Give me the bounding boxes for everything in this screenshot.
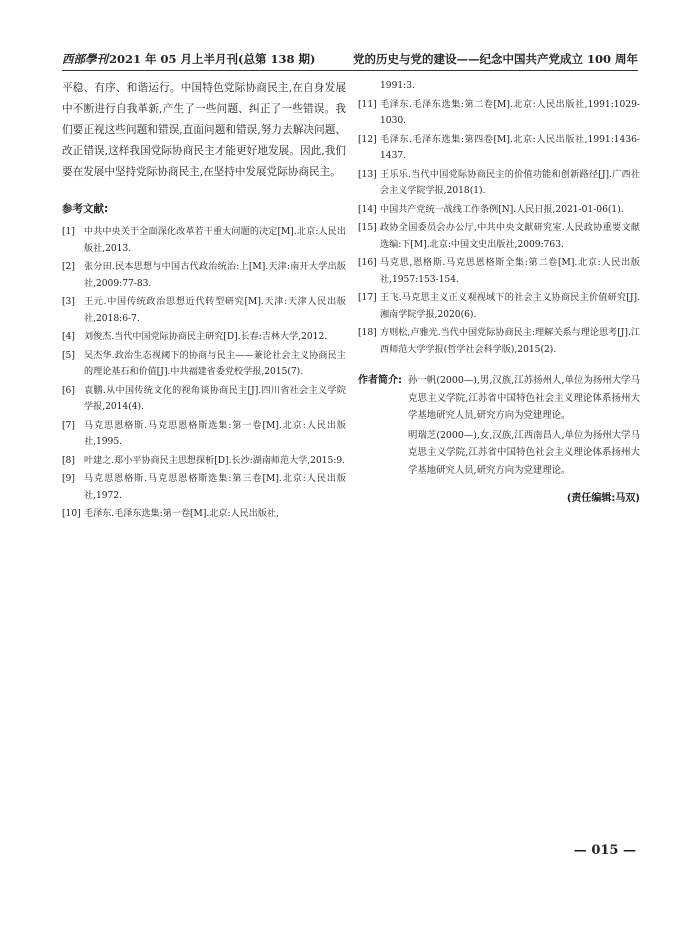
- references-list-left: [62, 224, 346, 523]
- reference-text: 毛泽东.毛泽东选集:第四卷[M].北京:人民出版社,1991:1436-1437.: [380, 134, 640, 161]
- reference-text: 叶建之.郑小平协商民主思想探析[D].长沙:湖南师范大学,2015:9.: [84, 455, 346, 466]
- reference-text: 吴杰华.政治生态视阈下的协商与民主——兼论社会主义协商民主的理论基石和价值[J].中共福建省委党校学报,2015(7).: [84, 350, 346, 377]
- author-2: 明瑞芝(2000—),女,汉族,江西南昌人,单位为扬州大学马克思主义学院,江苏省中国特色社会主义理论体系扬州大学基地研究人员,研究方向为党建理论。: [408, 429, 640, 476]
- author-label: 作者简介:: [358, 375, 402, 386]
- reference-item: [358, 167, 640, 200]
- reference-item: [358, 220, 640, 253]
- reference-number: [9]: [62, 474, 75, 484]
- reference-text: 张分田.民本思想与中国古代政治统治:上[M].天津:南开大学出版社,2009:77-83.: [84, 262, 346, 289]
- reference-number: [13]: [358, 169, 377, 180]
- reference-number: [11]: [358, 99, 377, 110]
- body-paragraph: 平稳、有序、和谐运行。中国特色党际协商民主,在自身发展中不断进行自我革新,产生了一些问题、纠正了一些错误。我们要正视这些问题和错误,直面问题和错误,努力去解决问题、改正错误,这样我国党际协商民主才能更好地发展。因此,我们要在发展中坚持党际协商民主,在坚持中发展党际协商民主。: [62, 82, 346, 178]
- reference-text: 中共中央关于全面深化改革若干重大问题的决定[M].北京:人民出版社,2013.: [84, 227, 346, 254]
- reference-number: [16]: [358, 258, 377, 268]
- reference-number: [7]: [62, 420, 75, 431]
- author-1: 孙一帆(2000—),男,汉族,江苏扬州人,单位为扬州大学马克思主义学院,江苏省中国特色社会主义理论体系扬州大学基地研究人员,研究方向为党建理论。: [408, 375, 640, 421]
- reference-item: [358, 255, 640, 288]
- reference-number: [1]: [62, 227, 75, 237]
- reference-text: 毛泽东.毛泽东选集:第一卷[M].北京:人民出版社,: [84, 509, 279, 519]
- reference-text: 马克思恩格斯.马克思恩格斯选集:第一卷[M].北京:人民出版社,1995.: [84, 420, 346, 447]
- references-list-right: [358, 78, 640, 358]
- reference-number: [15]: [358, 223, 377, 233]
- reference-text: 政协全国委员会办公厅,中共中央文献研究室.人民政协重要文献选编:下[M].北京:中国文史出版社,2009:763.: [380, 223, 640, 250]
- reference-number: [18]: [358, 328, 377, 338]
- left-column: [62, 78, 346, 525]
- reference-item: [358, 97, 640, 130]
- reference-item: [62, 329, 346, 346]
- reference-text: 马克思,恩格斯.马克思恩格斯全集:第二卷[M].北京:人民出版社,1957:153-154.: [380, 258, 640, 285]
- reference-text: 中国共产党统一战线工作条例[N].人民日报,2021-01-06(1).: [380, 204, 624, 215]
- page-header: [62, 48, 638, 71]
- page-number: — 015 —: [573, 843, 636, 858]
- reference-item: [62, 294, 346, 327]
- journal-logo: 西部學刊: [62, 52, 108, 66]
- reference-item: [62, 259, 346, 292]
- reference-number: [12]: [358, 134, 377, 145]
- reference-item: [62, 506, 346, 523]
- reference-item: [358, 290, 640, 323]
- reference-number: [5]: [62, 350, 75, 361]
- reference-number: [2]: [62, 262, 75, 272]
- reference-text: 袁鹏.从中国传统文化的视角谈协商民主[J].四川省社会主义学院学报,2014(4).: [84, 385, 346, 412]
- author-bio: [358, 372, 640, 479]
- reference-number: [10]: [62, 509, 81, 519]
- reference-number: [6]: [62, 385, 75, 396]
- reference-item: [62, 453, 346, 470]
- reference-number: [17]: [358, 293, 377, 303]
- reference-text: 马克思恩格斯.马克思恩格斯选集:第三卷[M].北京:人民出版社,1972.: [84, 474, 346, 501]
- reference-item: [358, 132, 640, 165]
- reference-text: 王元.中国传统政治思想近代转型研究[M].天津:天津人民出版社,2018:6-7.: [84, 297, 346, 324]
- reference-item: [62, 348, 346, 381]
- reference-text: 1991:3.: [380, 81, 415, 91]
- reference-item: [62, 224, 346, 257]
- reference-item: [358, 202, 640, 219]
- reference-item: [62, 471, 346, 504]
- reference-number: [3]: [62, 297, 75, 307]
- editor-note: (责任编辑:马双): [566, 493, 640, 504]
- journal-issue: [62, 51, 315, 67]
- reference-text: 毛泽东.毛泽东选集:第二卷[M].北京:人民出版社,1991:1029-1030.: [380, 99, 640, 126]
- reference-number: [8]: [62, 455, 75, 466]
- references-title: 参考文献:: [62, 203, 109, 215]
- reference-text: 王飞.马克思主义正义观视域下的社会主义协商民主价值研究[J].湘南学院学报,2020(6).: [380, 293, 640, 320]
- reference-number: [4]: [62, 332, 75, 342]
- reference-item: [358, 325, 640, 358]
- reference-text: 刘俊杰.当代中国党际协商民主研究[D].长春:吉林大学,2012.: [84, 332, 328, 342]
- reference-item: [62, 383, 346, 416]
- right-column: [358, 78, 640, 504]
- reference-number: [14]: [358, 204, 377, 215]
- reference-text: 方则松,卢雅光.当代中国党际协商民主:理解关系与理论思考[J].江西师范大学学报(哲学社会科学版),2015(2).: [380, 328, 640, 355]
- reference-text: 王乐乐.当代中国党际协商民主的价值功能和创新路径[J].广西社会主义学院学报,2018(1).: [380, 169, 640, 196]
- reference-item: [358, 78, 640, 95]
- issue-text: 2021 年 05 月上半月刊(总第 138 期): [109, 52, 316, 66]
- section-title: 党的历史与党的建设——纪念中国共产党成立 100 周年: [352, 52, 638, 66]
- reference-item: [62, 418, 346, 451]
